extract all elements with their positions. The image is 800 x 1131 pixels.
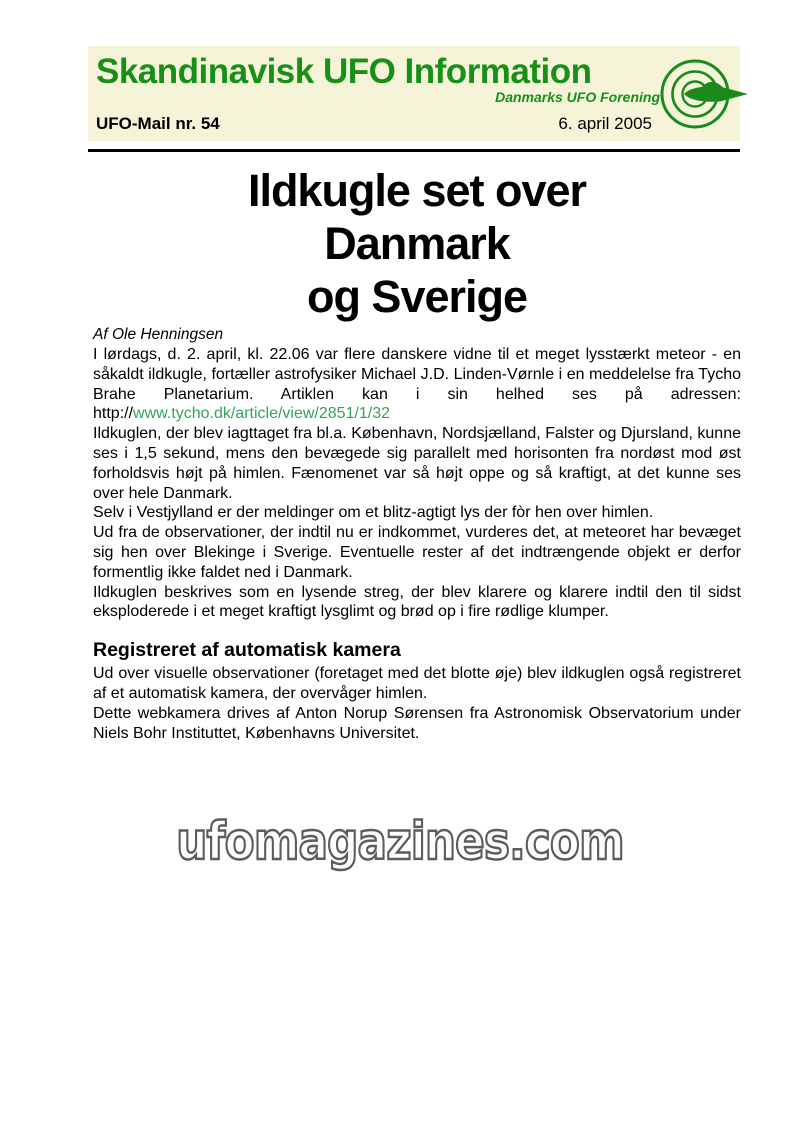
paragraph-vestjylland: Selv i Vestjylland er der meldinger om et blitz-agtigt lys der fòr hen over himlen. [93, 504, 654, 522]
paragraph-explosion: Ildkuglen beskrives som en lysende streg, der blev klarere og klarere indtil den til sidst eksploderede i et meget kraftigt lysglimt og brød op i fire rødlige klumper. [93, 583, 741, 621]
article-body [93, 345, 741, 743]
organization-subtitle: Danmarks UFO Forening [495, 89, 660, 105]
article-title-line-3: og Sverige [306, 271, 528, 322]
watermark: ufomagazines.com [176, 812, 624, 872]
paragraph-blekinge: Ud fra de observationer, der indtil nu er indkommet, vurderes det, at meteoret har bevæget sig hen over Blekinge i Sverige. Eventuelle rester af det indtrængende objekt er derfor formentlig ikke faldet ned i Danmark. [93, 524, 741, 581]
ufo-saucer-target-logo-icon [656, 54, 750, 134]
article [93, 164, 741, 743]
header-divider [88, 149, 740, 152]
article-title [93, 164, 741, 323]
paragraph-webcamera: Dette webkamera drives af Anton Norup Sørensen fra Astronomisk Observatorium under Niels Bohr Instituttet, Københavns Universitet. [93, 704, 741, 742]
byline: Af Ole Henningsen [93, 326, 224, 343]
article-title-line-2: Danmark [324, 218, 510, 269]
section-heading: Registreret af automatisk kamera [93, 639, 401, 662]
paragraph-camera: Ud over visuelle observationer (foretaget med det blotte øje) blev ildkuglen også registreret af et automatisk kamera, der overvåger himlen. [93, 665, 741, 702]
issue-number: UFO-Mail nr. 54 [96, 114, 220, 133]
masthead [88, 46, 740, 141]
paragraph-observation: Ildkuglen, der blev iagttaget fra bl.a. København, Nordsjælland, Falster og Djursland, kunne ses i 1,5 sekund, mens den bevægede sig parallelt med horisonten fra nordøst mod øst forholdsvis højt på himlen. Fænomenet var så højt oppe og så kraftigt, at det kunne ses over hele Danmark. [93, 425, 741, 502]
tycho-article-link[interactable]: www.tycho.dk/article/view/2851/1/32 [133, 405, 391, 423]
paragraph-intro [93, 345, 741, 424]
organization-title: Skandinavisk UFO Information [96, 52, 592, 91]
paragraph-intro-text: I lørdags, d. 2. april, kl. 22.06 var flere danskere vidne til et meget lysstærkt meteor - en såkaldt ildkugle, fortæller astrofysiker Michael J.D. Linden-Vørnle i en meddelelse fra Tycho Brahe Planetarium. Artiklen kan i sin helhed ses på adressen: http:// [93, 346, 741, 423]
issue-date: 6. april 2005 [558, 114, 652, 133]
article-title-line-1: Ildkugle set over [247, 165, 587, 216]
